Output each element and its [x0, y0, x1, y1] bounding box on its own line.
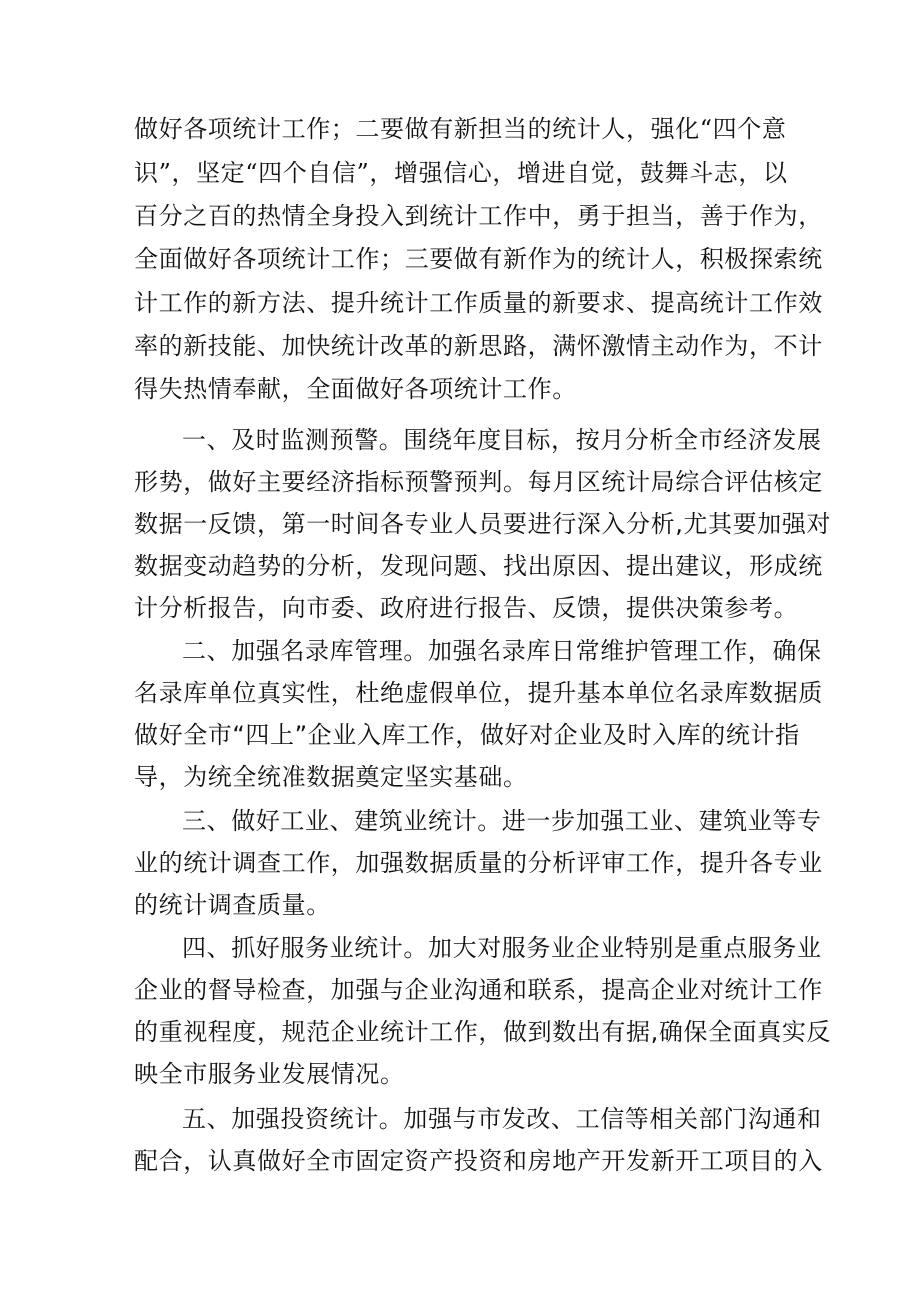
section2-line: 做好全市“四上”企业入库工作，做好对企业及时入库的统计指 [134, 721, 800, 749]
section2-line: 导，为统全统准数据奠定坚实基础。 [134, 763, 528, 791]
section1-heading-line: 一、及时监测预警。围绕年度目标，按月分析全市经济发展 [182, 426, 822, 454]
intro-line: 识”，坚定“四个自信”，增强信心，增进自觉，鼓舞斗志，以 [134, 159, 788, 187]
section4-line: 的重视程度，规范企业统计工作，做到数出有据,确保全面真实反 [134, 1018, 832, 1046]
intro-line: 做好各项统计工作；二要做有新担当的统计人，强化“四个意 [134, 115, 787, 143]
section2-line: 名录库单位真实性，杜绝虚假单位，提升基本单位名录库数据质 [134, 679, 823, 707]
section4-heading-line: 四、抓好服务业统计。加大对服务业企业特别是重点服务业 [182, 934, 822, 962]
section5-line: 配合，认真做好全市固定资产投资和房地产开发新开工项目的入 [134, 1147, 823, 1175]
section1-line: 数据变动趋势的分析，发现问题、找出原因、提出建议，形成统 [134, 552, 823, 580]
section1-line: 计分析报告，向市委、政府进行报告、反馈，提供决策参考。 [134, 594, 799, 622]
section5-heading-line: 五、加强投资统计。加强与市发改、工信等相关部门沟通和 [182, 1105, 822, 1133]
section4-line: 映全市服务业发展情况。 [134, 1060, 405, 1088]
section3-heading-line: 三、做好工业、建筑业统计。进一步加强工业、建筑业等专 [182, 807, 822, 835]
section3-line: 业的统计调查工作，加强数据质量的分析评审工作，提升各专业 [134, 849, 823, 877]
section1-line: 形势，做好主要经济指标预警预判。每月区统计局综合评估核定 [134, 468, 823, 496]
intro-line: 百分之百的热情全身投入到统计工作中，勇于担当，善于作为， [134, 202, 823, 230]
intro-line: 计工作的新方法、提升统计工作质量的新要求、提高统计工作效 [134, 289, 823, 317]
section2-heading-line: 二、加强名录库管理。加强名录库日常维护管理工作，确保 [182, 637, 822, 665]
intro-line: 得失热情奉献，全面做好各项统计工作。 [134, 375, 577, 403]
section3-line: 的统计调查质量。 [134, 891, 331, 919]
intro-line: 全面做好各项统计工作；三要做有新作为的统计人，积极探索统 [134, 245, 823, 273]
section1-line: 数据一反馈，第一时间各专业人员要进行深入分析,尤其要加强对 [134, 510, 832, 538]
intro-line: 率的新技能、加快统计改革的新思路，满怀激情主动作为，不计 [134, 332, 823, 360]
section4-line: 企业的督导检查，加强与企业沟通和联系，提高企业对统计工作 [134, 976, 823, 1004]
